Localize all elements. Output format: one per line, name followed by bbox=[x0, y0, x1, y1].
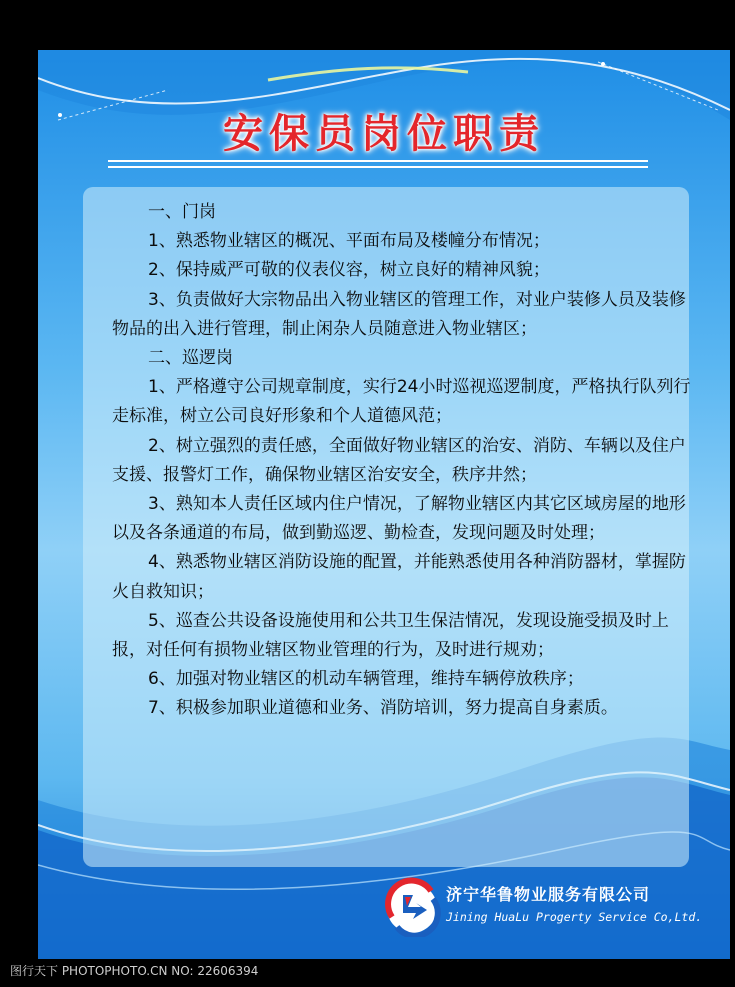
duty-item: 3、熟知本人责任区域内住户情况，了解物业辖区内其它区域房屋的地形以及各条通道的布局，做到勤巡逻、勤检查，发现问题及时处理； bbox=[112, 494, 686, 544]
duty-item: 2、树立强烈的责任感，全面做好物业辖区的治安、消防、车辆以及住户支援、报警灯工作，确保物业辖区治安安全，秩序井然； bbox=[112, 435, 686, 485]
title-divider-bottom bbox=[108, 166, 648, 168]
duty-item: 4、熟悉物业辖区消防设施的配置，并能熟悉使用各种消防器材，掌握防火自救知识； bbox=[112, 552, 686, 602]
duty-list bbox=[112, 198, 692, 724]
poster bbox=[38, 50, 730, 959]
duty-item: 5、巡查公共设备设施使用和公共卫生保洁情况，发现设施受损及时上报，对任何有损物业辖区物业管理的行为，及时进行规劝； bbox=[112, 610, 669, 661]
section-heading: 一、门岗 bbox=[148, 202, 216, 222]
duty-item: 1、熟悉物业辖区的概况、平面布局及楼幢分布情况； bbox=[148, 231, 550, 252]
duty-item: 7、积极参加职业道德和业务、消防培训，努力提高自身素质。 bbox=[148, 698, 618, 719]
page-title: 安保员岗位职责 bbox=[223, 110, 545, 157]
company-name-en: Jining HuaLu Progerty Service Co,Ltd. bbox=[446, 910, 703, 924]
duty-item: 6、加强对物业辖区的机动车辆管理，维持车辆停放秩序； bbox=[148, 669, 584, 690]
duty-item: 2、保持威严可敬的仪表仪容，树立良好的精神风貌； bbox=[148, 260, 550, 281]
duty-item: 1、严格遵守公司规章制度，实行24小时巡视巡逻制度，严格执行队列行走标准，树立公司良好形象和个人道德风范； bbox=[112, 377, 691, 427]
duty-item: 3、负责做好大宗物品出入物业辖区的管理工作，对业户装修人员及装修物品的出入进行管理，制止闲杂人员随意进入物业辖区； bbox=[112, 289, 686, 339]
watermark: 图行天下 PHOTOPHOTO.CN NO: 22606394 bbox=[10, 964, 259, 978]
section-heading: 二、巡逻岗 bbox=[148, 348, 233, 369]
title-divider-top bbox=[108, 160, 648, 162]
company-logo-icon bbox=[383, 877, 441, 937]
company-name-cn: 济宁华鲁物业服务有限公司 bbox=[446, 885, 651, 904]
